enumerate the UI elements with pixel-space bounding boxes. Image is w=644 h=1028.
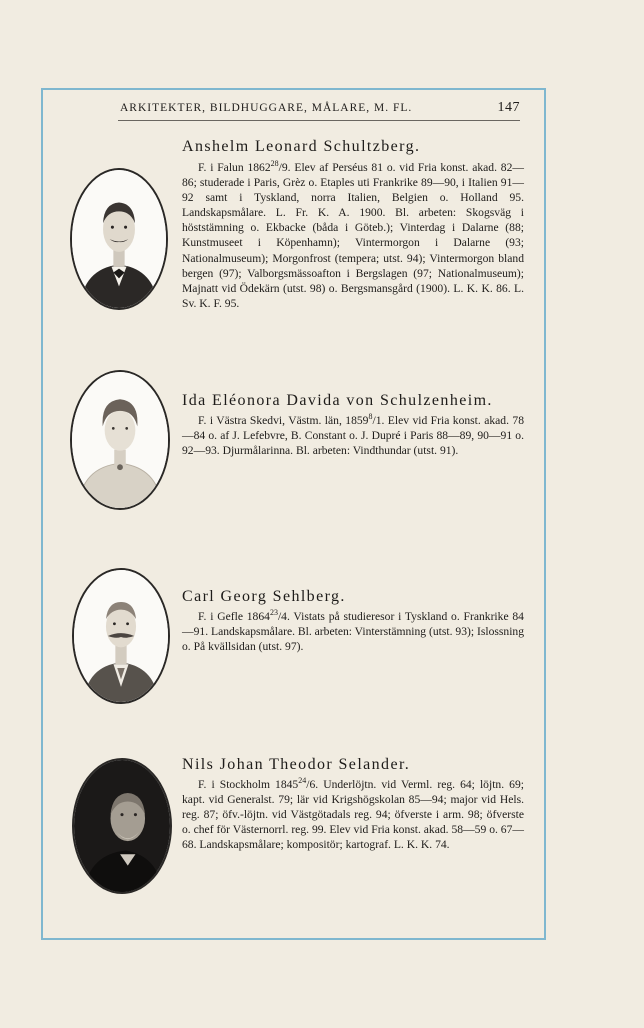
woman-portrait-icon (72, 372, 168, 508)
entry-name-schultzberg: Anshelm Leonard Schultzberg. (182, 138, 421, 155)
entry-bio-von-schulzenheim: F. i Västra Skedvi, Västm. län, 1859$^8$/1. Elev vid Fria konst. akad. 78—84 o. af J. Lefebvre, B. Constant o. J. Dupré i Paris 88—89, 90—91 o. 92—93. Djurmålarinna. Bl. arbeten: Vindthundar (utst. 91). (182, 412, 524, 458)
man-portrait-icon (74, 760, 170, 892)
header-rule (118, 120, 520, 121)
entry-name-von-schulzenheim: Ida Eléonora Davida von Schulzenheim. (182, 392, 493, 409)
entry-name-selander: Nils Johan Theodor Selander. (182, 756, 411, 773)
portrait-selander (72, 758, 172, 894)
entry-bio-selander: F. i Stockholm 1845$^{24}$/6. Underlöjtn. vid Verml. reg. 64; löjtn. 69; kapt. vid Generalst. 79; lär vid Krigshögskolan 85—94; major vid Hels. reg. 87; öfv.-löjtn. vid Västgötadals reg. 94; öfverste i arm. 98; öfverste o. chef för Västernorrl. reg. 99. Elev vid Fria konst. akad. 58—59 o. 67—68. Landskapsmålare; kompositör; kartograf. L. K. K. 74. (182, 776, 524, 852)
running-title: ARKITEKTER, BILDHUGGARE, MÅLARE, M. FL. (120, 102, 413, 114)
entry-name-sehlberg: Carl Georg Sehlberg. (182, 588, 346, 605)
running-head (120, 100, 520, 116)
page-number: 147 (497, 100, 520, 115)
entry-bio-sehlberg: F. i Gefle 1864$^{23}$/4. Vistats på studieresor i Tyskland o. Frankrike 84—91. Landskapsmålare. Bl. arbeten: Vinterstämning (utst. 93); Islossning o. På kvällsidan (utst. 97). (182, 608, 525, 654)
entry-bio-schultzberg: F. i Falun 1862$^{28}$/9. Elev af Perséus 81 o. vid Fria konst. akad. 82—86; studerade i Paris, Grèz o. Etaples uti Frankrike 89—90, i Italien 91—92 samt i Tyskland, norra Italien, Belgien o. Holland 95. Landskapsmålare. L. Fr. K. A. 1900. Bl. arbeten: Skogsväg i höststämning o. Ekbacke (båda i Göteb.); Vinterdag i Dalarne (88; Kunstmuseet i Köpenhamn); Vintermorgon i Dalarne (93; Nationalmuseum); Morgonfrost (tempera; utst. 94); Vintermorgon bland bergen (97); Valborgsmässoafton i Bergslagen (97; Nationalmuseum); Majnatt vid Ödekärn (utst. 98) o. Bergsmansgård (1900). L. K. K. 86. L. Sv. K. F. 95. (182, 159, 524, 310)
portrait-schultzberg (70, 168, 168, 310)
man-portrait-icon (74, 570, 168, 702)
man-portrait-icon (72, 170, 166, 308)
portrait-von-schulzenheim (70, 370, 170, 510)
portrait-sehlberg (72, 568, 170, 704)
